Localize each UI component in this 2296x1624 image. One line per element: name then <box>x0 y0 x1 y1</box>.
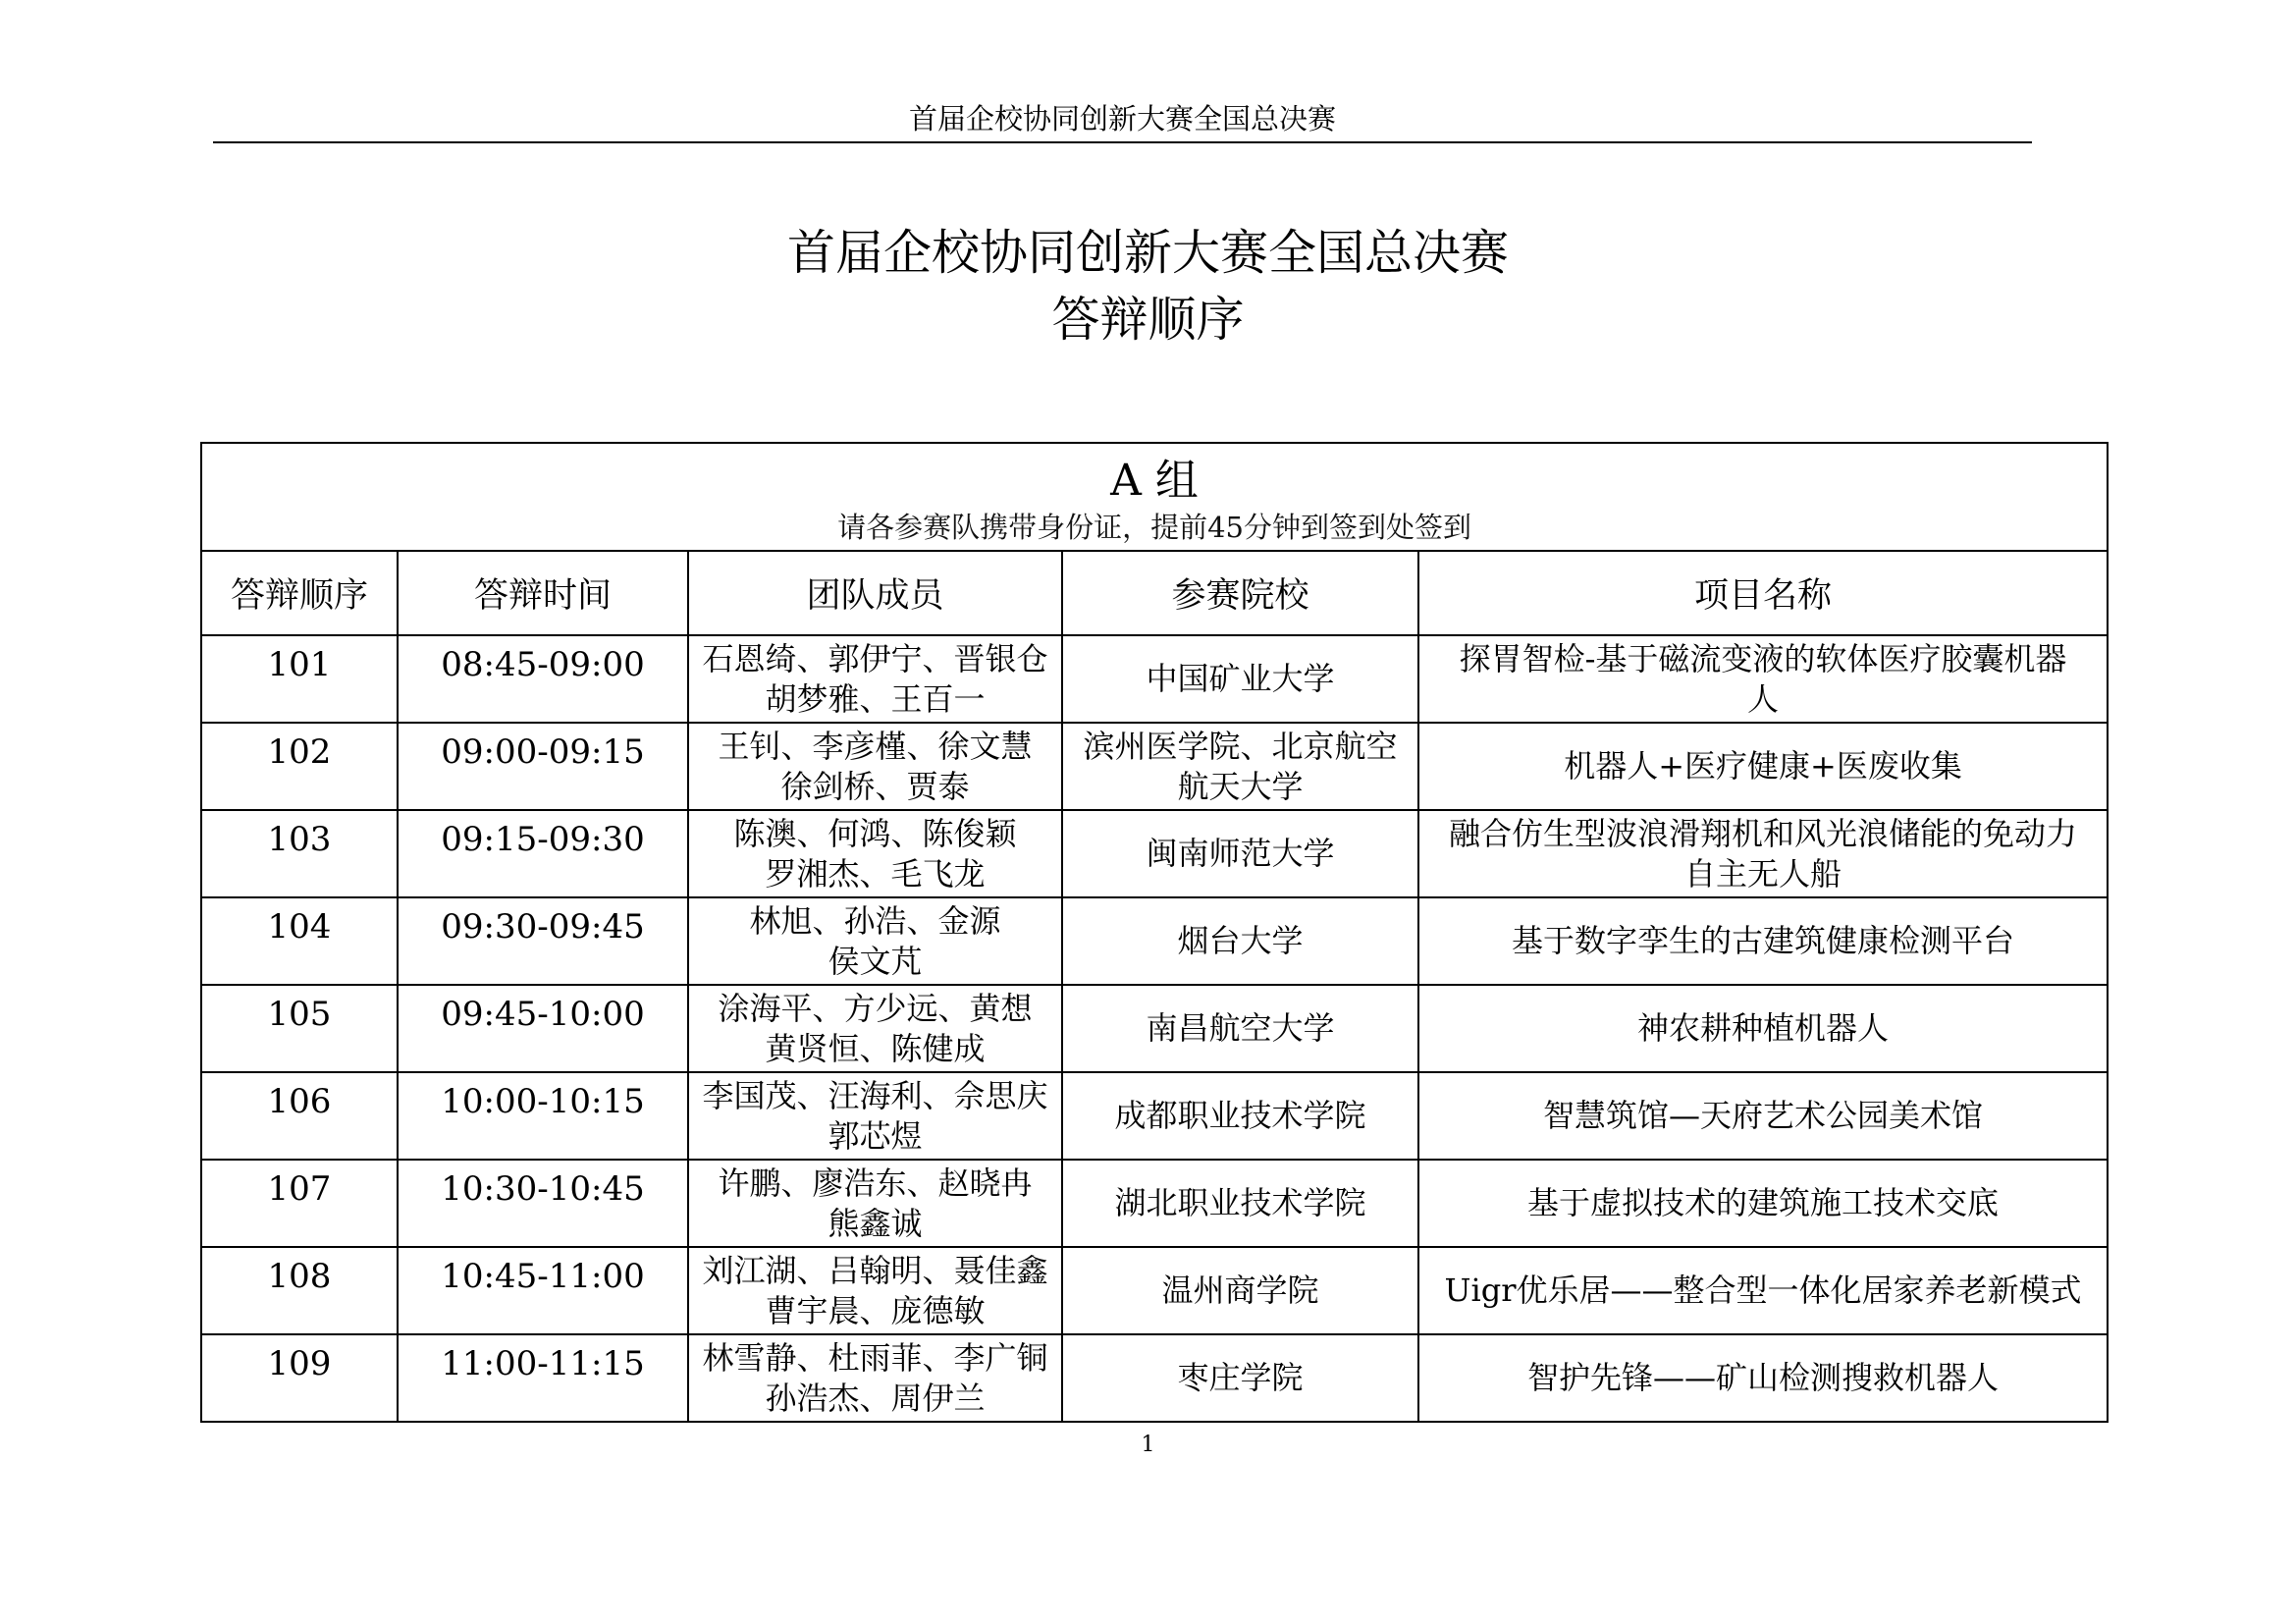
table-row <box>201 897 2108 985</box>
school-line: 闽南师范大学 <box>1146 835 1335 872</box>
members-cell <box>688 1247 1062 1334</box>
member-line: 罗湘杰、毛飞龙 <box>765 854 986 893</box>
project-line: 融合仿生型波浪滑翔机和风光浪储能的免动力 <box>1449 814 2078 852</box>
project-cell <box>1418 1160 2108 1247</box>
order-cell <box>201 810 398 897</box>
column-header-time: 答辩时间 <box>398 551 688 635</box>
order-cell <box>201 897 398 985</box>
member-line: 曹宇晨、庞德敏 <box>765 1291 986 1329</box>
school-cell <box>1062 635 1418 723</box>
order-value: 102 <box>267 732 332 772</box>
order-value: 109 <box>267 1344 332 1383</box>
project-line: 人 <box>1747 679 1780 718</box>
order-value: 107 <box>267 1169 332 1209</box>
school-cell <box>1062 985 1418 1072</box>
group-name: A 组 <box>1110 456 1199 506</box>
time-value: 10:45-11:00 <box>441 1257 645 1296</box>
order-cell <box>201 1334 398 1422</box>
project-line: 基于虚拟技术的建筑施工技术交底 <box>1527 1184 2000 1221</box>
order-cell <box>201 1072 398 1160</box>
members-cell <box>688 1160 1062 1247</box>
project-line: 神农耕种植机器人 <box>1637 1009 1890 1047</box>
members-cell <box>688 723 1062 810</box>
school-cell <box>1062 723 1418 810</box>
order-value: 101 <box>267 645 332 684</box>
member-line: 李国茂、汪海利、佘思庆 <box>702 1076 1048 1114</box>
school-cell <box>1062 1334 1418 1422</box>
member-line: 黄贤恒、陈健成 <box>765 1029 986 1067</box>
project-cell <box>1418 1247 2108 1334</box>
group-header-cell <box>201 443 2108 551</box>
school-cell <box>1062 1247 1418 1334</box>
table-row <box>201 1334 2108 1422</box>
time-cell <box>398 635 688 723</box>
schedule-body <box>201 635 2108 1422</box>
header-divider <box>213 141 2032 143</box>
project-line: 机器人+医疗健康+医废收集 <box>1564 747 1962 785</box>
time-value: 08:45-09:00 <box>441 645 645 684</box>
member-line: 侯文芃 <box>828 942 923 980</box>
member-line: 徐剑桥、贾泰 <box>780 767 970 805</box>
member-line: 胡梦雅、王百一 <box>765 679 986 718</box>
members-cell <box>688 810 1062 897</box>
order-cell <box>201 985 398 1072</box>
project-cell <box>1418 635 2108 723</box>
time-cell <box>398 1334 688 1422</box>
member-line: 林雪静、杜雨菲、李广铜 <box>702 1338 1048 1377</box>
table-row <box>201 635 2108 723</box>
time-value: 09:30-09:45 <box>441 907 645 947</box>
time-cell <box>398 985 688 1072</box>
project-cell <box>1418 1072 2108 1160</box>
member-line: 许鹏、廖浩东、赵晓冉 <box>718 1164 1033 1202</box>
table-row <box>201 810 2108 897</box>
group-header-row <box>201 443 2108 551</box>
time-value: 09:45-10:00 <box>441 995 645 1034</box>
school-line: 温州商学院 <box>1161 1272 1319 1309</box>
column-header-school: 参赛院校 <box>1062 551 1418 635</box>
school-cell <box>1062 1072 1418 1160</box>
order-value: 108 <box>267 1257 332 1296</box>
member-line: 涂海平、方少远、黄想 <box>718 989 1033 1027</box>
page-number: 1 <box>1141 1433 1155 1457</box>
time-value: 10:30-10:45 <box>441 1169 645 1209</box>
school-line: 中国矿业大学 <box>1146 660 1335 697</box>
member-line: 石恩绮、郭伊宁、晋银仓 <box>702 639 1048 677</box>
time-cell <box>398 897 688 985</box>
time-value: 09:00-09:15 <box>441 732 645 772</box>
order-cell <box>201 1247 398 1334</box>
school-line: 烟台大学 <box>1177 922 1304 959</box>
school-cell <box>1062 810 1418 897</box>
school-line: 南昌航空大学 <box>1146 1009 1335 1047</box>
order-cell <box>201 1160 398 1247</box>
member-line: 陈澳、何鸿、陈俊颖 <box>733 814 1017 852</box>
school-line: 成都职业技术学院 <box>1114 1097 1366 1134</box>
document-title: 首届企校协同创新大赛全国总决赛 <box>786 225 1509 281</box>
order-cell <box>201 723 398 810</box>
project-line: 智慧筑馆—天府艺术公园美术馆 <box>1543 1097 1984 1134</box>
school-line: 湖北职业技术学院 <box>1114 1184 1366 1221</box>
school-cell <box>1062 897 1418 985</box>
project-cell <box>1418 810 2108 897</box>
time-value: 09:15-09:30 <box>441 820 645 859</box>
member-line: 熊鑫诚 <box>828 1204 923 1242</box>
project-line: 探胃智检-基于磁流变液的软体医疗胶囊机器 <box>1459 639 2067 677</box>
members-cell <box>688 985 1062 1072</box>
column-header-members: 团队成员 <box>688 551 1062 635</box>
project-line: Uigr优乐居——整合型一体化居家养老新模式 <box>1444 1272 2082 1309</box>
running-header: 首届企校协同创新大赛全国总决赛 <box>908 102 1336 135</box>
time-cell <box>398 1247 688 1334</box>
project-line: 基于数字孪生的古建筑健康检测平台 <box>1512 922 2015 959</box>
school-cell <box>1062 1160 1418 1247</box>
group-note: 请各参赛队携带身份证，提前45分钟到签到处签到 <box>837 511 1471 544</box>
order-value: 103 <box>267 820 332 859</box>
members-cell <box>688 897 1062 985</box>
time-value: 10:00-10:15 <box>441 1082 645 1121</box>
member-line: 王钊、李彦槿、徐文慧 <box>718 727 1033 765</box>
order-value: 105 <box>267 995 332 1034</box>
order-cell <box>201 635 398 723</box>
school-line: 航天大学 <box>1177 767 1304 805</box>
project-cell <box>1418 723 2108 810</box>
time-cell <box>398 1072 688 1160</box>
school-line: 滨州医学院、北京航空 <box>1083 727 1398 765</box>
member-line: 刘江湖、吕翰明、聂佳鑫 <box>702 1251 1048 1289</box>
column-header-order: 答辩顺序 <box>201 551 398 635</box>
members-cell <box>688 1072 1062 1160</box>
table-row <box>201 1247 2108 1334</box>
time-cell <box>398 810 688 897</box>
column-header-row <box>201 551 2108 635</box>
project-line: 智护先锋——矿山检测搜救机器人 <box>1527 1359 2000 1396</box>
project-cell <box>1418 1334 2108 1422</box>
order-value: 106 <box>267 1082 332 1121</box>
column-header-project: 项目名称 <box>1418 551 2108 635</box>
school-line: 枣庄学院 <box>1177 1359 1304 1396</box>
table-row <box>201 723 2108 810</box>
document-subtitle: 答辩顺序 <box>1051 292 1245 348</box>
members-cell <box>688 1334 1062 1422</box>
project-cell <box>1418 985 2108 1072</box>
project-cell <box>1418 897 2108 985</box>
table-row <box>201 1160 2108 1247</box>
order-value: 104 <box>267 907 332 947</box>
table-row <box>201 1072 2108 1160</box>
member-line: 孙浩杰、周伊兰 <box>765 1379 986 1417</box>
member-line: 郭芯煜 <box>828 1116 923 1155</box>
time-cell <box>398 723 688 810</box>
time-value: 11:00-11:15 <box>441 1344 645 1383</box>
schedule-table <box>200 442 2109 1423</box>
time-cell <box>398 1160 688 1247</box>
table-row <box>201 985 2108 1072</box>
members-cell <box>688 635 1062 723</box>
member-line: 林旭、孙浩、金源 <box>749 901 1001 940</box>
project-line: 自主无人船 <box>1684 854 1842 893</box>
